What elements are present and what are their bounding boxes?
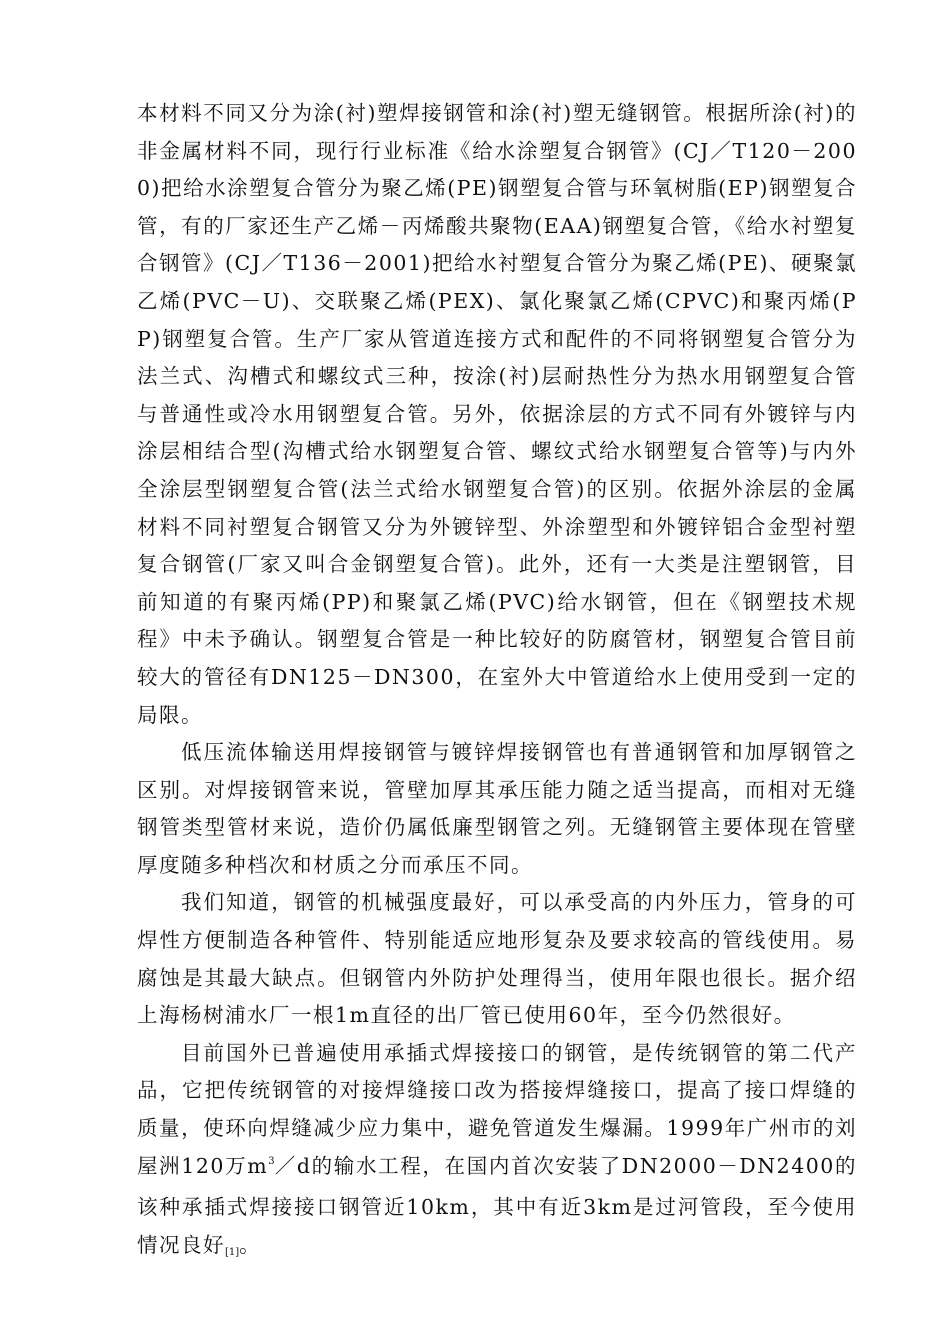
paragraph-socket-welded-pipe [137, 1035, 857, 1269]
citation-reference: [1] [225, 1246, 240, 1258]
paragraph-steel-plastic-composite-pipe: 本材料不同又分为涂(衬)塑焊接钢管和涂(衬)塑无缝钢管。根据所涂(衬)的非金属材料不同，现行行业标准《给水涂塑复合钢管》(CJ／T120－2000)把给水涂塑复合管分为聚乙烯(PE)钢塑复合管与环氧树脂(EP)钢塑复合管，有的厂家还生产乙烯－丙烯酸共聚物(EAA)钢塑复合管，《给水衬塑复合钢管》(CJ／T136－2001)把给水衬塑复合管分为聚乙烯(PE)、硬聚氯乙烯(PVC－U)、交联聚乙烯(PEX)、氯化聚氯乙烯(CPVC)和聚丙烯(PP)钢塑复合管。生产厂家从管道连接方式和配件的不同将钢塑复合管分为法兰式、沟槽式和螺纹式三种，按涂(衬)层耐热性分为热水用钢塑复合管与普通性或冷水用钢塑复合管。另外，依据涂层的方式不同有外镀锌与内涂层相结合型(沟槽式给水钢塑复合管、螺纹式给水钢塑复合管等)与内外全涂层型钢塑复合管(法兰式给水钢塑复合管)的区别。依据外涂层的金属材料不同衬塑复合钢管又分为外镀锌型、外涂塑型和外镀锌铝合金型衬塑复合钢管(厂家又叫合金钢塑复合管)。此外，还有一大类是注塑钢管，目前知道的有聚丙烯(PP)和聚氯乙烯(PVC)给水钢管，但在《钢塑技术规程》中未予确认。钢塑复合管是一种比较好的防腐管材，钢塑复合管目前较大的管径有DN125－DN300，在室外大中管道给水上使用受到一定的局限。 [137, 101, 857, 727]
document-body [137, 95, 857, 1268]
superscript-cubic: 3 [268, 1155, 275, 1167]
paragraph-text-part: 目前国外已普遍使用承插式焊接接口的钢管，是传统钢管的第二代产品，它把传统钢管的对接焊缝接口改为搭接焊缝接口，提高了接口焊缝的质量，使环向焊缝减少应力集中，避免管道发生爆漏。1999年广州市的刘屋洲120万m [137, 1040, 857, 1178]
paragraph-text-end: 。 [239, 1232, 262, 1257]
paragraph-steel-pipe-strength: 我们知道，钢管的机械强度最好，可以承受高的内外压力，管身的可焊性方便制造各种管件、特别能适应地形复杂及要求较高的管线使用。易腐蚀是其最大缺点。但钢管内外防护处理得当，使用年限也很长。据介绍上海杨树浦水厂一根1m直径的出厂管已使用60年，至今仍然很好。 [137, 890, 857, 1028]
paragraph-welded-steel-pipe: 低压流体输送用焊接钢管与镀锌焊接钢管也有普通钢管和加厚钢管之区别。对焊接钢管来说，管壁加厚其承压能力随之适当提高，而相对无缝钢管类型管材来说，造价仍属低廉型钢管之列。无缝钢管主要体现在管壁厚度随多种档次和材质之分而承压不同。 [137, 740, 857, 877]
paragraph-text-part: ／d的输水工程，在国内首次安装了DN2000－DN2400的该种承插式焊接接口钢管近10km，其中有近3km是过河管段，至今使用情况良好 [137, 1153, 857, 1257]
